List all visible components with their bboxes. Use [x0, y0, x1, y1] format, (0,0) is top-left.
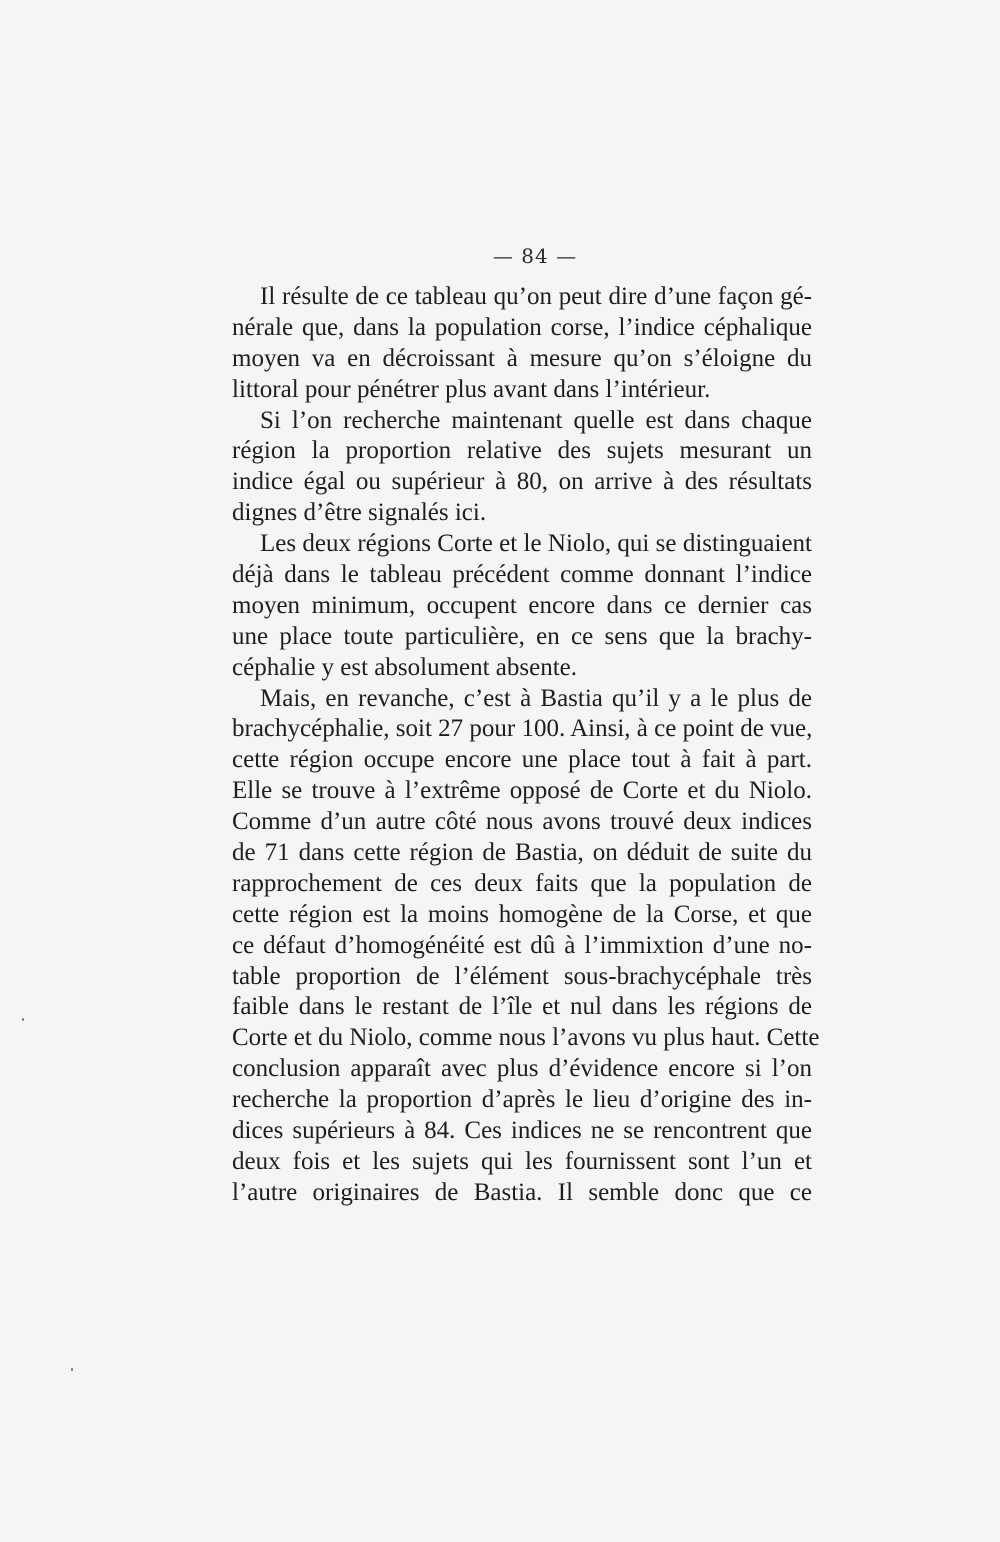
text-line: déjà dans le tableau précédent comme donnant l’indice	[232, 561, 812, 589]
text-line: cette région est la moins homogène de la Corse, et que	[232, 900, 812, 928]
text-line: indice égal ou supérieur à 80, on arrive à des résultats	[232, 468, 812, 496]
text-line: l’autre originaires de Bastia. Il semble donc que ce	[232, 1178, 812, 1206]
text-line: deux fois et les sujets qui les fournissent sont l’un et	[232, 1147, 812, 1175]
text-line: conclusion apparaît avec plus d’évidence encore si l’on	[232, 1055, 812, 1083]
text-line: une place toute particulière, en ce sens que la brachy-	[232, 622, 812, 650]
text-line: de 71 dans cette région de Bastia, on déduit de suite du	[232, 839, 812, 867]
body-text	[232, 282, 820, 1209]
text-line: Les deux régions Corte et le Niolo, qui se distinguaient	[260, 530, 812, 558]
text-line: Il résulte de ce tableau qu’on peut dire d’une façon gé-	[260, 283, 812, 310]
paper-speck	[22, 1018, 24, 1021]
text-line: dices supérieurs à 84. Ces indices ne se rencontrent que	[232, 1117, 812, 1145]
text-line: Corte et du Niolo, comme nous l’avons vu plus haut. Cette	[232, 1024, 820, 1052]
text-line: dignes d’être signalés ici.	[232, 499, 487, 527]
text-line: cette région occupe encore une place tout à fait à part.	[232, 746, 812, 774]
text-line: moyen minimum, occupent encore dans ce dernier cas	[232, 591, 812, 619]
text-line: région la proportion relative des sujets mesurant un	[232, 437, 812, 465]
text-line: Si l’on recherche maintenant quelle est dans chaque	[260, 406, 812, 434]
text-line: ce défaut d’homogénéité est dû à l’immixtion d’une no-	[232, 931, 812, 959]
text-line: recherche la proportion d’après le lieu d’origine des in-	[232, 1086, 812, 1114]
text-line: Comme d’un autre côté nous avons trouvé deux indices	[232, 808, 812, 836]
text-line: céphalie y est absolument absente.	[232, 653, 578, 681]
text-line: table proportion de l’élément sous-brachycéphale très	[232, 962, 812, 990]
text-line: brachycéphalie, soit 27 pour 100. Ainsi, à ce point de vue,	[232, 715, 813, 743]
text-line: littoral pour pénétrer plus avant dans l’intérieur.	[232, 375, 711, 403]
text-line: rapprochement de ces deux faits que la population de	[232, 869, 812, 897]
text-line: moyen va en décroissant à mesure qu’on s’éloigne du	[232, 344, 812, 372]
text-line: nérale que, dans la population corse, l’indice céphalique	[232, 313, 812, 341]
text-line: faible dans le restant de l’île et nul dans les régions de	[232, 993, 812, 1021]
text-line: Mais, en revanche, c’est à Bastia qu’il y a le plus de	[260, 684, 812, 712]
page-number: — 84 —	[492, 244, 578, 268]
paper-speck	[71, 1368, 73, 1371]
text-line: Elle se trouve à l’extrême opposé de Corte et du Niolo.	[232, 777, 812, 805]
